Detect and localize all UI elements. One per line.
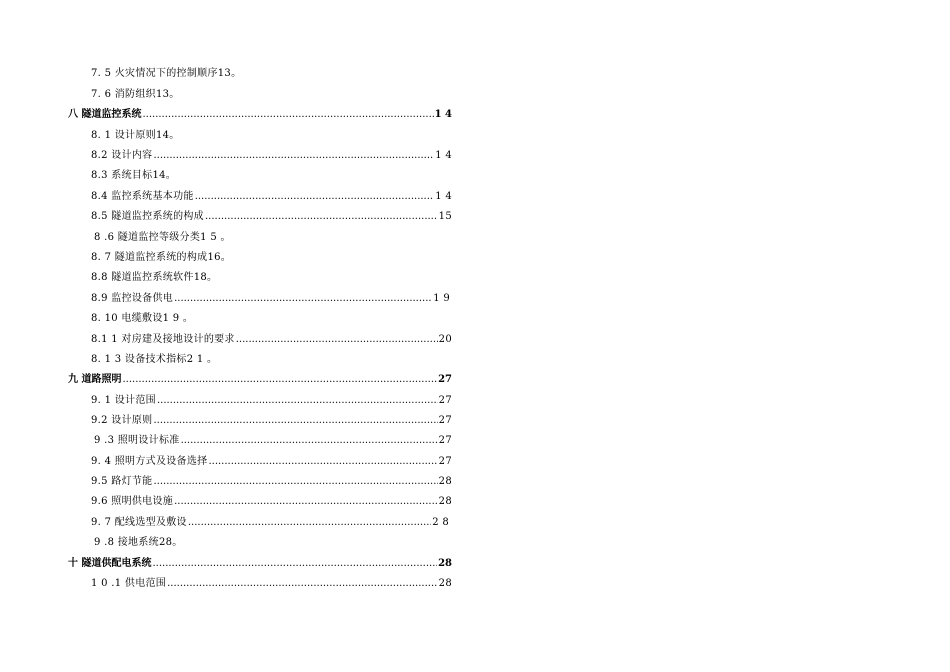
toc-entry-8-9 xyxy=(91,291,450,307)
toc-entry-chapter-10 xyxy=(68,556,452,572)
toc-leader-dots xyxy=(205,209,438,225)
toc-leader-dots xyxy=(181,433,438,449)
toc-entry-9-6 xyxy=(91,494,452,510)
toc-entry-title: 9 .8 接地系统 xyxy=(94,537,159,548)
toc-entry-title: 9.6 照明供电设施 xyxy=(91,496,174,507)
toc-entry-title: 7. 5 火灾情况下的控制顺序 xyxy=(91,68,218,79)
toc-entry-page: 1 4 xyxy=(435,150,452,161)
toc-entry-page: 27 xyxy=(438,435,452,446)
toc-entry-title: 9 .3 照明设计标准 xyxy=(94,435,180,446)
toc-leader-dots xyxy=(153,148,434,164)
toc-entry-title: 8 .6 隧道监控等级分类 xyxy=(94,232,201,243)
toc-leader-dots xyxy=(174,291,432,307)
toc-entry-title: 8.3 系统目标 xyxy=(91,170,153,181)
toc-entry-title: 8.8 隧道监控系统软件 xyxy=(91,272,194,283)
toc-entry-page: 1 5 。 xyxy=(200,232,231,243)
toc-entry-chapter-9 xyxy=(68,372,452,388)
toc-entry-8-1 xyxy=(91,128,180,144)
toc-entry-title: 八 隧道监控系统 xyxy=(68,109,142,120)
toc-entry-page: 13。 xyxy=(217,68,242,79)
toc-entry-8-6 xyxy=(94,230,231,246)
toc-leader-dots xyxy=(174,494,438,510)
toc-entry-page: 27 xyxy=(438,456,452,467)
toc-entry-10-1 xyxy=(91,576,452,592)
toc-entry-8-7 xyxy=(91,250,231,266)
toc-entry-page: 14。 xyxy=(152,170,177,181)
toc-entry-page: 27 xyxy=(438,415,452,426)
toc-leader-dots xyxy=(208,454,437,470)
toc-entry-8-2 xyxy=(91,148,452,164)
toc-entry-page: 28 xyxy=(438,578,452,589)
toc-entry-title: 9.2 设计原则 xyxy=(91,415,153,426)
toc-entry-page: 13。 xyxy=(155,89,180,100)
toc-entry-chapter-8 xyxy=(68,107,452,123)
toc-entry-8-8 xyxy=(91,270,217,286)
toc-entry-title: 8.9 监控设备供电 xyxy=(91,293,174,304)
toc-entry-title: 9. 4 照明方式及设备选择 xyxy=(91,456,208,467)
toc-entry-9-1 xyxy=(91,393,452,409)
toc-entry-page: 28 xyxy=(438,558,452,569)
toc-entry-title: 8. 10 电缆敷设 xyxy=(91,313,163,324)
toc-entry-8-13 xyxy=(91,352,217,368)
toc-entry-page: 27 xyxy=(438,395,452,406)
toc-entry-title: 8. 1 设计原则 xyxy=(91,130,156,141)
toc-leader-dots xyxy=(157,393,438,409)
toc-entry-9-5 xyxy=(91,474,452,490)
toc-entry-9-3 xyxy=(94,433,452,449)
toc-entry-title: 8.1 1 对房建及接地设计的要求 xyxy=(91,334,235,345)
toc-entry-title: 8.2 设计内容 xyxy=(91,150,153,161)
toc-entry-page: 14。 xyxy=(155,130,180,141)
toc-leader-dots xyxy=(188,515,431,531)
toc-entry-8-10 xyxy=(91,311,193,327)
toc-entry-page: 1 9 。 xyxy=(162,313,194,324)
toc-leader-dots xyxy=(236,332,438,348)
toc-entry-title: 8.5 隧道监控系统的构成 xyxy=(91,211,204,222)
toc-entry-8-11 xyxy=(91,332,452,348)
toc-entry-title: 8. 1 3 设备技术指标 xyxy=(91,354,187,365)
toc-entry-page: 20 xyxy=(438,334,452,345)
toc-entry-page: 1 9 xyxy=(433,293,450,304)
toc-entry-title: 九 道路照明 xyxy=(68,374,122,385)
toc-entry-title: 7. 6 消防组织 xyxy=(91,89,156,100)
toc-entry-title: 9. 1 设计范围 xyxy=(91,395,156,406)
toc-leader-dots xyxy=(153,413,437,429)
toc-entry-8-3 xyxy=(91,168,176,184)
toc-entry-7-5 xyxy=(91,66,241,82)
toc-leader-dots xyxy=(122,372,437,388)
toc-entry-9-4 xyxy=(91,454,452,470)
toc-leader-dots xyxy=(167,576,438,592)
toc-entry-page: 28 xyxy=(438,476,452,487)
toc-entry-page: 1 4 xyxy=(435,191,452,202)
toc-entry-page: 1 4 xyxy=(434,109,452,120)
toc-entry-8-4 xyxy=(91,189,452,205)
toc-leader-dots xyxy=(153,474,437,490)
toc-entry-title: 8.4 监控系统基本功能 xyxy=(91,191,194,202)
toc-entry-9-8 xyxy=(94,535,183,551)
toc-leader-dots xyxy=(142,107,433,123)
toc-entry-page: 2 8 xyxy=(432,517,449,528)
toc-entry-page: 15 xyxy=(438,211,452,222)
toc-entry-title: 8. 7 隧道监控系统的构成 xyxy=(91,252,208,263)
toc-entry-9-7 xyxy=(91,515,449,531)
toc-entry-page: 18。 xyxy=(193,272,218,283)
toc-leader-dots xyxy=(152,556,437,572)
toc-entry-page: 27 xyxy=(438,374,452,385)
toc-entry-page: 28。 xyxy=(158,537,183,548)
toc-entry-title: 十 隧道供配电系统 xyxy=(68,558,152,569)
toc-entry-page: 28 xyxy=(438,496,452,507)
toc-leader-dots xyxy=(195,189,435,205)
toc-entry-title: 9. 7 配线选型及敷设 xyxy=(91,517,187,528)
toc-entry-7-6 xyxy=(91,87,180,103)
toc-entry-title: 1 0 .1 供电范围 xyxy=(91,578,167,589)
toc-entry-9-2 xyxy=(91,413,452,429)
toc-entry-page: 16。 xyxy=(207,252,232,263)
toc-entry-8-5 xyxy=(91,209,452,225)
toc-entry-title: 9.5 路灯节能 xyxy=(91,476,153,487)
toc-entry-page: 2 1 。 xyxy=(186,354,218,365)
